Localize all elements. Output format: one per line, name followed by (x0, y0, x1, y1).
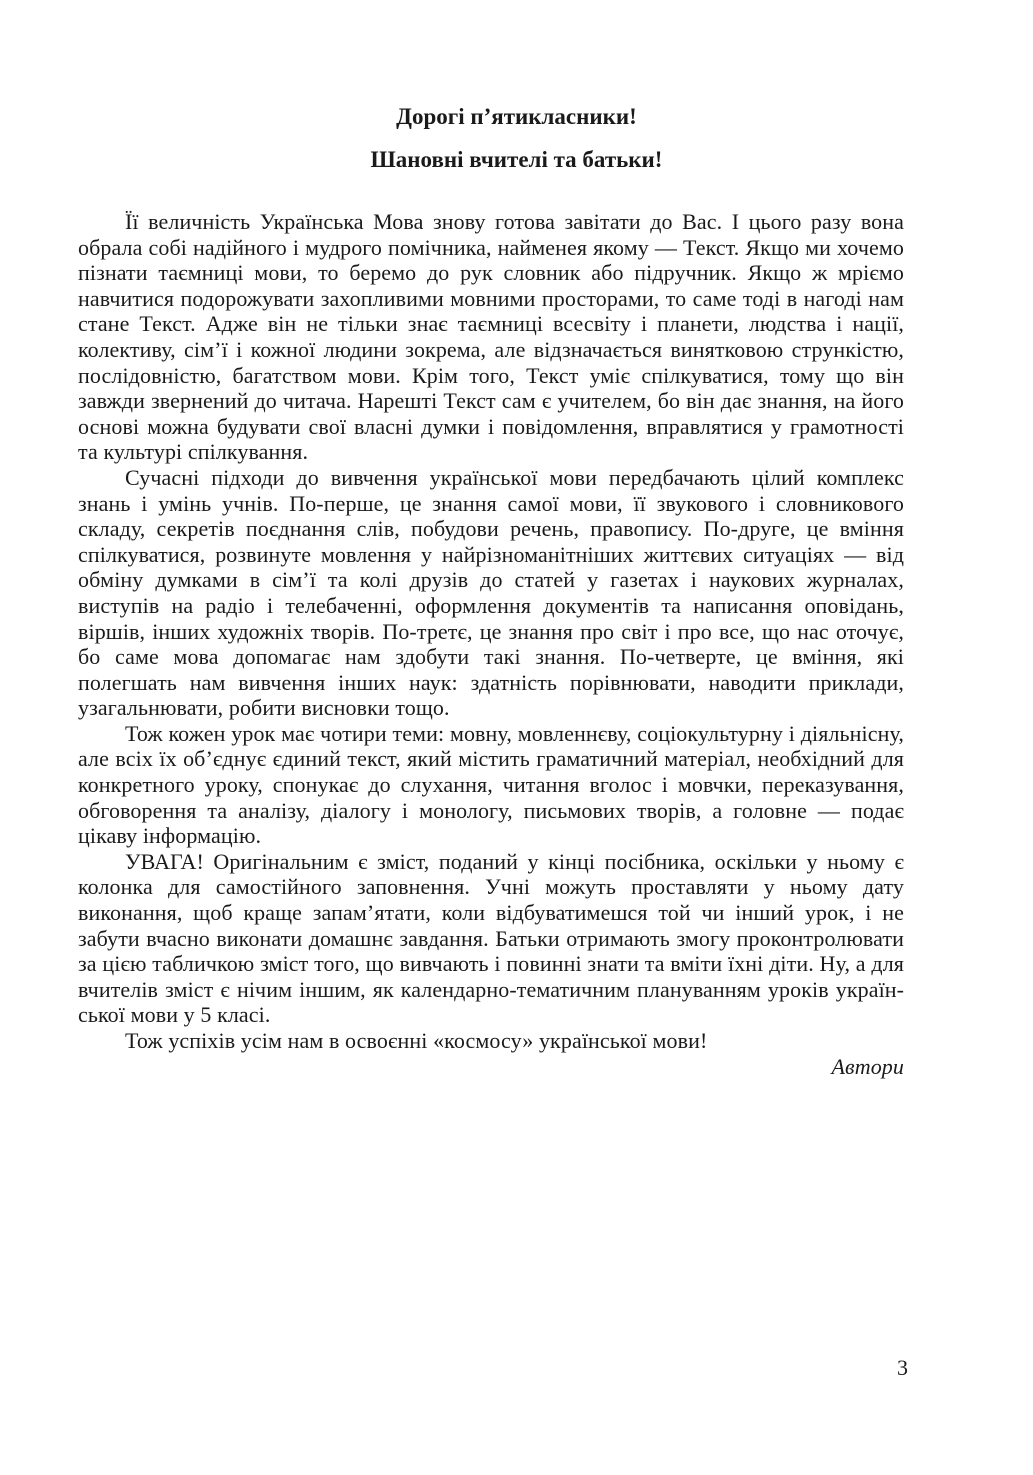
paragraph-intro: Її величність Українська Мова знову готова завітати до Вас. І цього разу вона обрала собі надійного і мудрого помічника, найменея якому — Текст. Якщо ми хочемо пізнати таємниці мови, то беремо до рук словник або підручник. Якщо ж мріємо навчитися подорожувати захопливими мовними просторами, то саме тоді в нагоді нам стане Текст. Адже він не тільки знає таємниці всесвіту і планети, людства і нації, колективу, сім’ї і кожної людини зокрема, але відзначається винятковою стрункістю, послідовністю, багатством мови. Крім того, Текст уміє спілкуватися, тому що він завжди звернений до читача. Нарешті Текст сам є учителем, бо він дає знання, на його основі можна будувати свої власні думки і повідомлення, вправлятися у грамотності та культурі спілкування. (78, 209, 904, 465)
paragraph-approaches: Сучасні підходи до вивчення української мови передбачають цілий комплекс знань і умінь учнів. По-перше, це знання самої мови, її звукового і словникового складу, секретів поєднання слів, побудови речень, правопису. По-друге, це вміння спілкуватися, розвинуте мовлення у найрізноманітніших життєвих ситуаціях — від обміну думками в сім’ї та колі друзів до статей у газетах і наукових журналах, виступів на радіо і телебаченні, оформлення документів та написання оповідань, віршів, інших художніх творів. По-третє, це знання про світ і про все, що нас оточує, бо саме мова допомагає нам здобути такі знання. По-четверте, це вміння, які полегшать нам вивчення інших наук: здатність порівнювати, наводити приклади, узагальнювати, робити висновки тощо. (78, 464, 904, 721)
page-number: 3 (897, 1355, 908, 1380)
preface-body (78, 209, 904, 1079)
paragraph-attention: УВАГА! Оригінальним є зміст, поданий у кінці посібника, оскільки у ньому є колонка для самостійного заповнення. Учні можуть проставляти у ньому дату виконання, щоб краще запам’ятати, коли відбуватимешся той чи інший урок, і не забути вчасно виконати домашнє завдання. Батьки отримають змогу проконтролювати за цією табличкою зміст того, що вивчають і повинні знати та вміти їхні діти. Ну, а для вчителів зміст є нічим іншим, як календарно-тематичним плануванням уроків української мови у 5 класі. (78, 848, 904, 1028)
paragraph-closing-wish: Тож успіхів усім нам в освоєнні «космосу» української мови! (125, 1028, 708, 1053)
greeting-heading-students: Дорогі п’ятикласники! (396, 104, 637, 129)
paragraph-lesson-themes: Тож кожен урок має чотири теми: мовну, мовленнєву, соціокультурну і діяльнісну, але всіх їх об’єднує єдиний текст, який містить граматичний матеріал, необхідний для конкретного уроку, спонукає до слухання, читання вголос і мовчки, переказування, обговорення та аналізу, діалогу і монологу, письмових творів, а головне — подає цікаву інформацію. (78, 720, 904, 849)
authors-signature: Автори (831, 1053, 904, 1079)
greeting-heading-teachers-parents: Шановні вчителі та батьки! (370, 147, 663, 172)
